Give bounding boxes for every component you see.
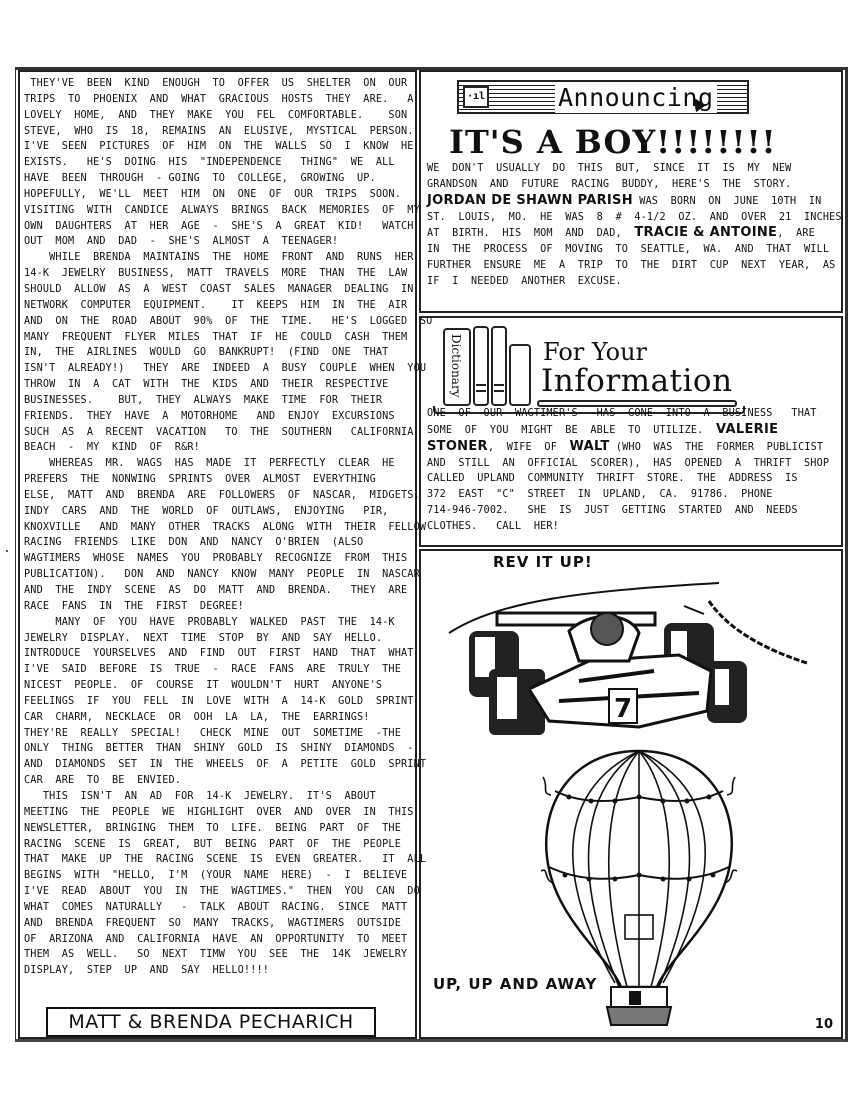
article-line: VISITING WITH CANDICE ALWAYS BRINGS BACK MEMORIES OF MY — [24, 204, 420, 216]
article-line: AND THE INDY SCENE AS DO MATT AND BRENDA. THEY ARE — [24, 585, 408, 596]
text-line: CLOTHES. CALL HER! — [427, 520, 559, 532]
article-line: NETWORK COMPUTER EQUIPMENT. IT KEEPS HIM IN THE AIR — [24, 299, 408, 311]
article-line: TRIPS TO PHOENIX AND WHAT GRACIOUS HOSTS THEY ARE. A — [24, 93, 414, 105]
text-line: , ARE — [777, 228, 815, 240]
article-line: RACE FANS IN THE FIRST DEGREE! — [24, 600, 244, 612]
stoner-name: STONER — [427, 438, 488, 454]
text-line: (WHO WAS THE FORMER PUBLICIST — [609, 441, 824, 453]
article-line: WHILE BRENDA MAINTAINS THE HOME FRONT AND RUNS HER — [24, 252, 414, 264]
article-line: I'VE SEEN PICTURES OF HIM ON THE WALLS SO I KNOW HE — [24, 141, 414, 153]
article-line: MEETING THE PEOPLE WE HIGHLIGHT OVER AND OVER IN THIS — [24, 806, 414, 818]
book-label: Dictionary — [449, 334, 463, 398]
book-icon — [491, 326, 507, 406]
book-icon — [473, 326, 489, 406]
article-line: THROW IN A CAT WITH THE KIDS AND THEIR RESPECTIVE — [24, 379, 389, 391]
article-line: WAGTIMERS WHOSE NAMES YOU PROBABLY RECOGNIZE FROM THIS — [24, 553, 408, 565]
announcing-banner — [457, 80, 749, 114]
article-line: ELSE, MATT AND BRENDA ARE FOLLOWERS OF NASCAR, MIDGETS, — [24, 489, 420, 501]
valerie-name: VALERIE — [716, 421, 779, 437]
article-line: IN, THE AIRLINES WOULD GO BANKRUPT! (FIND ONE THAT — [24, 347, 389, 359]
fyi-heading-line2: Information — [541, 363, 733, 399]
article-line: BEGINS WITH "HELLO, I'M (YOUR NAME HERE) - I BELIEVE — [24, 870, 408, 882]
article-line: HAVE BEEN THROUGH - GOING TO COLLEGE, GROWING UP. — [24, 173, 376, 185]
article-line: THEY'RE REALLY SPECIAL! CHECK MINE OUT SOMETIME -THE — [24, 727, 402, 739]
text-line: CALLED UPLAND COMMUNITY THRIFT STORE. THE ADDRESS IS — [427, 473, 798, 485]
article-line: CAR CHARM, NECKLACE OR OOH LA LA, THE EARRINGS! — [24, 711, 370, 723]
fyi-section — [419, 316, 843, 547]
article-line: THEM AS WELL. SO NEXT TIMW YOU SEE THE 14K JEWELRY — [24, 949, 408, 961]
article-line: RACING SCENE IS GREAT, BUT BEING PART OF THE PEOPLE — [24, 838, 402, 850]
text-line: GRANDSON AND FUTURE RACING BUDDY, HERE'S THE STORY. — [427, 178, 792, 190]
text-line: 372 EAST "C" STREET IN UPLAND, CA. 91786. PHONE — [427, 489, 773, 501]
article-line: ISN'T ALREADY!) THEY ARE INDEED A BUSY COUPLE WHEN YOU — [24, 363, 427, 375]
pecharich-article — [18, 70, 433, 1039]
article-line: OWN DAUGHTERS AT HER AGE - SHE'S A GREAT KID! WATCH — [24, 220, 414, 232]
scan-speck — [6, 550, 8, 552]
article-line: SHOULD ALLOW AS A WEST COAST SALES MANAGER DEALING IN — [24, 283, 414, 295]
text-line: SOME OF YOU MIGHT BE ABLE TO UTILIZE. — [427, 424, 717, 436]
article-line: KNOXVILLE AND MANY OTHER TRACKS ALONG WITH THEIR FELLOW — [24, 521, 427, 533]
car-number: 7 — [613, 694, 633, 724]
baby-name: JORDAN DE SHAWN PARISH — [427, 192, 633, 208]
speaker-window-icon: ·ıl — [463, 86, 489, 108]
text-line: , WIFE OF — [487, 441, 570, 453]
parents-name: TRACIE & ANTOINE — [634, 225, 778, 241]
article-line: HOPEFULLY, WE'LL MEET HIM ON ONE OF OUR TRIPS SOON. — [24, 188, 402, 200]
text-line: ST. LOUIS, MO. HE WAS 8 # 4-1/2 OZ. AND OVER 21 INCHES — [427, 211, 842, 223]
article-line: MANY FREQUENT FLYER MILES THAT IF HE COULD CASH THEM — [24, 331, 408, 343]
announcement-section — [419, 70, 843, 313]
article-line: LOVELY HOME, AND THEY MAKE YOU FEL COMFORTABLE. SON — [24, 109, 408, 121]
article-line: OF ARIZONA AND CALIFORNIA HAVE AN OPPORTUNITY TO MEET — [24, 933, 408, 945]
dictionary-book-icon — [443, 328, 471, 406]
article-line: AND BRENDA FREQUENT SO MANY TRACKS, WAGTIMERS OUTSIDE — [24, 917, 402, 929]
race-car-illustration — [439, 571, 809, 741]
page-number: 10 — [814, 1017, 833, 1032]
its-a-boy-headline: IT'S A BOY!!!!!!!! — [449, 123, 777, 161]
signature-text: MATT & BRENDA PECHARICH — [68, 1011, 354, 1033]
article-line: CAR ARE TO BE ENVIED. — [24, 775, 182, 787]
article-line: WHAT COMES NATURALLY - TALK ABOUT RACING. SINCE MATT — [24, 901, 408, 913]
text-line: AND STILL AN OFFICIAL SCORER), HAS OPENED A THRIFT SHOP — [427, 457, 830, 469]
fyi-body — [427, 406, 829, 535]
article-line: INTRODUCE YOURSELVES AND FIND OUT FIRST HAND THAT WHAT — [24, 648, 414, 660]
text-line: 714-946-7002. SHE IS JUST GETTING STARTED AND NEEDS — [427, 505, 798, 517]
article-line: STEVE, WHO IS 18, REMAINS AN ELUSIVE, MYSTICAL PERSON. — [24, 125, 414, 137]
article-line: WHEREAS MR. WAGS HAS MADE IT PERFECTLY CLEAR HE — [24, 458, 395, 470]
text-line: AT BIRTH. HIS MOM AND DAD, — [427, 228, 635, 240]
article-line: MANY OF YOU HAVE PROBABLY WALKED PAST THE 14-K — [24, 616, 395, 628]
article-body — [24, 76, 432, 979]
text-line: ONE OF OUR WAGTIMER'S HAS GONE INTO A BUSINESS THAT — [427, 408, 817, 419]
article-line: SUCH AS A RECENT VACATION TO THE SOUTHERN CALIFORNIA — [24, 426, 414, 438]
article-line: JEWELRY DISPLAY. NEXT TIME STOP BY AND SAY HELLO. — [24, 632, 383, 644]
article-line: FEELINGS IF YOU FELL IN LOVE WITH A 14-K GOLD SPRINT — [24, 695, 414, 707]
article-line: PUBLICATION). DON AND NANCY KNOW MANY PEOPLE IN NASCAR — [24, 569, 420, 581]
article-line: 14-K JEWELRY BUSINESS, MATT TRAVELS MORE THAN THE LAW — [24, 268, 408, 280]
text-line: IF I NEEDED ANOTHER EXCUSE. — [427, 275, 622, 287]
article-line: I'VE SAID BEFORE IS TRUE - RACE FANS ARE TRULY THE — [24, 664, 402, 676]
article-line: OUT MOM AND DAD - SHE'S ALMOST A TEENAGER! — [24, 236, 339, 248]
signature-box — [46, 1007, 376, 1037]
article-line: INDY CARS AND THE WORLD OF OUTLAWS, ENJOYING PIR, — [24, 505, 389, 517]
article-line: BEACH - MY KIND OF R&R! — [24, 442, 200, 454]
text-line: WE DON'T USUALLY DO THIS BUT, SINCE IT IS MY NEW — [427, 163, 792, 174]
article-line: RACING FRIENDS LIKE DON AND NANCY O'BRIEN (ALSO — [24, 537, 364, 549]
article-line: AND DIAMONDS SET IN THE WHEELS OF A PETITE GOLD SPRINT — [24, 759, 427, 771]
up-up-and-away-caption: UP, UP AND AWAY — [433, 975, 598, 993]
article-line: AND ON THE ROAD ABOUT 90% OF THE TIME. HE'S LOGGED SO — [24, 315, 433, 327]
announcing-label: Announcing — [555, 83, 717, 113]
illustrations-section — [419, 549, 843, 1039]
article-line: ONLY THING BETTER THAN SHINY GOLD IS SHINY DIAMONDS - — [24, 743, 414, 755]
article-line: PREFERS THE NONWING SPRINTS OVER ALMOST EVERYTHING — [24, 474, 376, 486]
article-line: NEWSLETTER, BRINGING THEM TO LIFE. BEING PART OF THE — [24, 822, 402, 834]
announcement-body — [427, 161, 842, 290]
walt-name: WALT — [569, 438, 610, 454]
bookshelf-icon — [433, 326, 749, 414]
article-line: BUSINESSES. BUT, THEY ALWAYS MAKE TIME FOR THEIR — [24, 394, 383, 406]
fyi-heading-line1: For Your — [543, 338, 648, 366]
article-line: THAT MAKE UP THE RACING SCENE IS EVEN GREATER. IT ALL — [24, 854, 427, 866]
text-line: FURTHER ENSURE ME A TRIP TO THE DIRT CUP NEXT YEAR, AS — [427, 260, 836, 272]
article-line: NICEST PEOPLE. OF COURSE IT WOULDN'T HURT ANYONE'S — [24, 680, 383, 692]
article-line: THIS ISN'T AN AD FOR 14-K JEWELRY. IT'S ABOUT — [24, 790, 376, 802]
text-line: IN THE PROCESS OF MOVING TO SEATTLE, WA. AND THAT WILL — [427, 244, 830, 256]
article-line: FRIENDS. THEY HAVE A MOTORHOME AND ENJOY EXCURSIONS — [24, 410, 395, 422]
article-line: DISPLAY, STEP UP AND SAY HELLO!!!! — [24, 965, 270, 977]
article-line: I'VE READ ABOUT YOU IN THE WAGTIMES." THEN YOU CAN DO — [24, 886, 420, 898]
article-line: THEY'VE BEEN KIND ENOUGH TO OFFER US SHELTER ON OUR — [24, 78, 408, 89]
article-line: EXISTS. HE'S DOING HIS "INDEPENDENCE THING" WE ALL — [24, 157, 395, 169]
book-icon — [509, 344, 531, 406]
rev-it-up-title: REV IT UP! — [493, 553, 593, 571]
text-line: WAS BORN ON JUNE 10TH IN — [632, 195, 822, 207]
